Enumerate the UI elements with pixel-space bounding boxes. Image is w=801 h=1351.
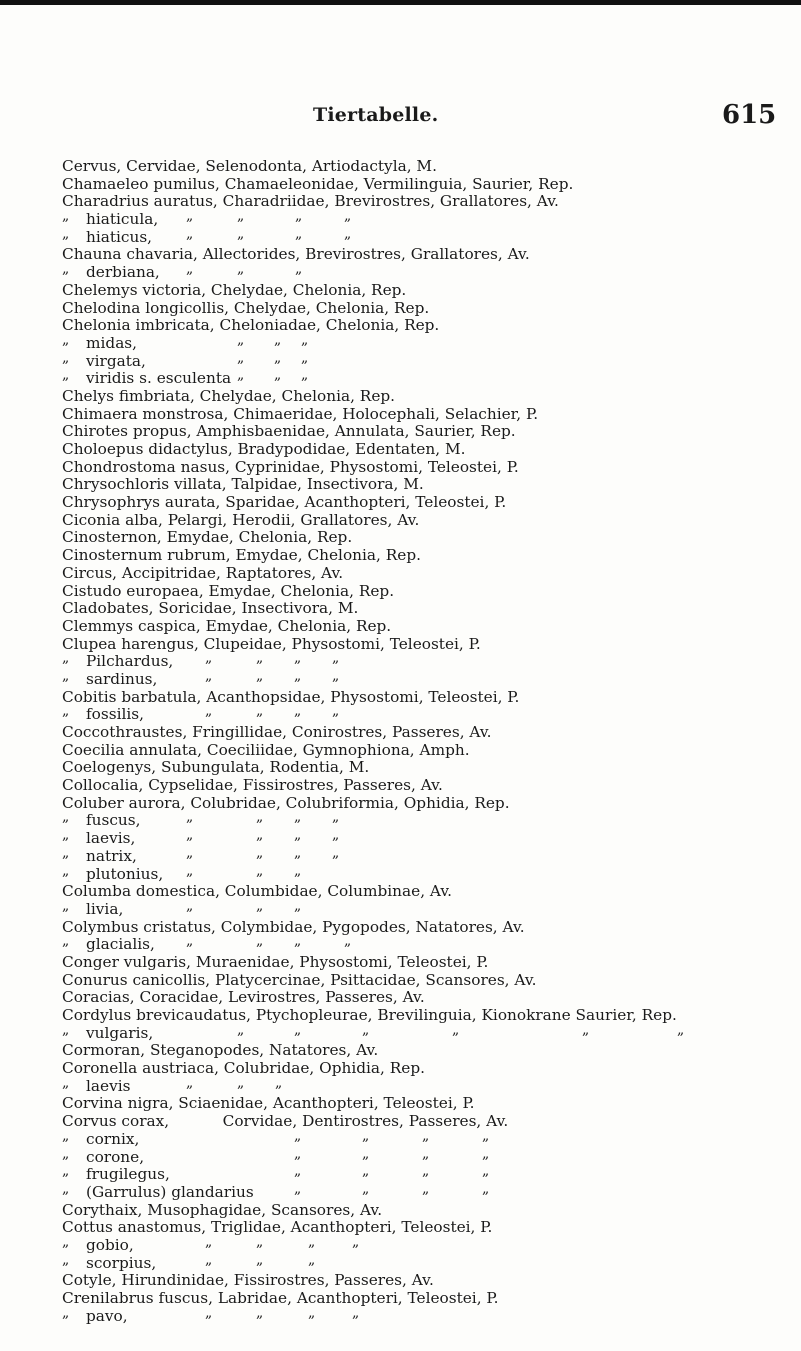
ditto-mark: „ — [482, 1145, 490, 1162]
entry-continuation-line — [62, 1021, 801, 1043]
ditto-mark: „ — [62, 862, 70, 879]
ditto-mark: „ — [294, 897, 302, 914]
ditto-mark: „ — [205, 1233, 213, 1250]
entry-text: Cobitis barbatula, Acanthopsidae, Physostomi, Teleostei, P. — [62, 687, 520, 706]
entry-continuation-line — [62, 1233, 801, 1255]
entry-line — [62, 1113, 801, 1131]
entry-text: cornix, — [86, 1129, 140, 1148]
entry-text: sardinus, — [86, 669, 158, 688]
ditto-mark: „ — [301, 349, 309, 366]
ditto-mark: „ — [422, 1145, 430, 1162]
entry-continuation-line — [62, 1074, 801, 1096]
ditto-mark: „ — [62, 1021, 70, 1038]
ditto-mark: „ — [62, 809, 70, 826]
entry-continuation-line — [62, 349, 801, 371]
ditto-mark: „ — [205, 650, 213, 667]
entry-text: Clemmys caspica, Emydae, Chelonia, Rep. — [62, 616, 392, 635]
entry-text: Cotyle, Hirundinidae, Fissirostres, Passeres, Av. — [62, 1271, 434, 1290]
entry-line — [62, 919, 801, 937]
ditto-mark: „ — [362, 1127, 370, 1144]
entry-line — [62, 618, 801, 636]
entry-text: gobio, — [86, 1235, 134, 1254]
ditto-mark: „ — [256, 650, 264, 667]
entry-text: Conger vulgaris, Muraenidae, Physostomi, Teleostei, P. — [62, 952, 489, 971]
entry-text: viridis s. esculenta — [86, 369, 232, 388]
ditto-mark: „ — [62, 703, 70, 720]
entry-line — [62, 795, 801, 813]
ditto-mark: „ — [274, 331, 282, 348]
ditto-mark: „ — [205, 1251, 213, 1268]
entry-text: Cistudo europaea, Emydae, Chelonia, Rep. — [62, 581, 395, 600]
entry-continuation-line — [62, 1251, 801, 1273]
ditto-mark: „ — [295, 225, 303, 242]
ditto-mark: „ — [332, 667, 340, 684]
ditto-mark: „ — [186, 225, 194, 242]
entry-line — [62, 476, 801, 494]
ditto-mark: „ — [256, 809, 264, 826]
entry-line — [62, 583, 801, 601]
entry-line — [62, 512, 801, 530]
entry-line — [62, 529, 801, 547]
ditto-mark: „ — [677, 1021, 685, 1038]
entry-line — [62, 565, 801, 583]
ditto-mark: „ — [332, 703, 340, 720]
entry-continuation-line — [62, 1304, 801, 1326]
ditto-mark: „ — [422, 1180, 430, 1197]
ditto-mark: „ — [294, 667, 302, 684]
entry-continuation-line — [62, 1180, 801, 1202]
ditto-mark: „ — [186, 862, 194, 879]
ditto-mark: „ — [362, 1021, 370, 1038]
entry-line — [62, 954, 801, 972]
entry-line — [62, 388, 801, 406]
ditto-mark: „ — [256, 844, 264, 861]
entry-text: glacialis, — [86, 935, 155, 954]
entry-line — [62, 1095, 801, 1113]
entry-continuation-line — [62, 367, 801, 388]
ditto-mark: „ — [237, 225, 245, 242]
ditto-mark: „ — [256, 897, 264, 914]
taxonomy-entry-list — [62, 158, 801, 1325]
entry-text: Coelogenys, Subungulata, Rodentia, M. — [62, 758, 370, 777]
ditto-mark: „ — [62, 827, 70, 844]
entry-text: Ciconia alba, Pelargi, Herodii, Grallatores, Av. — [62, 510, 420, 529]
entry-text: Coronella austriaca, Colubridae, Ophidia, Rep. — [62, 1059, 425, 1078]
entry-text: vulgaris, — [86, 1023, 154, 1042]
entry-line — [62, 1202, 801, 1220]
entry-text: virgata, — [86, 351, 146, 370]
ditto-mark: „ — [62, 1233, 70, 1250]
entry-line — [62, 1219, 801, 1237]
ditto-mark: „ — [274, 367, 282, 384]
entry-line — [62, 494, 801, 512]
ditto-mark: „ — [482, 1127, 490, 1144]
entry-text: Chauna chavaria, Allectorides, Brevirostres, Grallatores, Av. — [62, 245, 530, 264]
ditto-mark: „ — [274, 349, 282, 366]
ditto-mark: „ — [301, 367, 309, 384]
entry-line — [62, 724, 801, 742]
ditto-mark: „ — [62, 1180, 70, 1197]
entry-text: Conurus canicollis, Platycercinae, Psittacidae, Scansores, Av. — [62, 970, 537, 989]
entry-text: Cinosternum rubrum, Emydae, Chelonia, Rep. — [62, 546, 421, 565]
ditto-mark: „ — [344, 225, 352, 242]
ditto-mark: „ — [256, 1233, 264, 1250]
entry-line — [62, 759, 801, 777]
entry-text: Cervus, Cervidae, Selenodonta, Artiodactyla, M. — [62, 157, 437, 175]
ditto-mark: „ — [186, 844, 194, 861]
entry-continuation-line — [62, 933, 801, 954]
ditto-mark: „ — [186, 827, 194, 844]
ditto-mark: „ — [237, 1021, 245, 1038]
ditto-mark: „ — [62, 1127, 70, 1144]
ditto-mark: „ — [62, 367, 70, 384]
ditto-mark: „ — [186, 1074, 194, 1091]
entry-continuation-line — [62, 1163, 801, 1184]
ditto-mark: „ — [205, 667, 213, 684]
ditto-mark: „ — [294, 703, 302, 720]
ditto-mark: „ — [62, 208, 70, 225]
ditto-mark: „ — [294, 1163, 302, 1180]
entry-text: Chrysochloris villata, Talpidae, Insectivora, M. — [62, 475, 424, 494]
entry-line — [62, 282, 801, 300]
entry-text: Coracias, Coracidae, Levirostres, Passeres, Av. — [62, 988, 425, 1007]
ditto-mark: „ — [344, 208, 352, 225]
ditto-mark: „ — [237, 349, 245, 366]
ditto-mark: „ — [62, 1074, 70, 1091]
entry-text: laevis — [86, 1076, 131, 1095]
entry-continuation-line — [62, 809, 801, 830]
entry-line — [62, 423, 801, 441]
ditto-mark: „ — [205, 1304, 213, 1321]
entry-continuation-line — [62, 208, 801, 229]
ditto-mark: „ — [186, 933, 194, 950]
entry-continuation-line — [62, 844, 801, 866]
ditto-mark: „ — [294, 827, 302, 844]
entry-line — [62, 972, 801, 990]
entry-line — [62, 883, 801, 901]
ditto-mark: „ — [62, 1304, 70, 1321]
ditto-mark: „ — [344, 933, 352, 950]
entry-line — [62, 441, 801, 459]
entry-text: frugilegus, — [86, 1165, 170, 1184]
ditto-mark: „ — [62, 331, 70, 348]
ditto-mark: „ — [308, 1233, 316, 1250]
page-header — [0, 100, 801, 130]
entry-text: Cottus anastomus, Triglidae, Acanthopteri, Teleostei, P. — [62, 1218, 493, 1237]
ditto-mark: „ — [62, 897, 70, 914]
ditto-mark: „ — [422, 1127, 430, 1144]
ditto-mark: „ — [237, 261, 245, 278]
entry-text: Chondrostoma nasus, Cyprinidae, Physostomi, Teleostei, P. — [62, 457, 519, 476]
ditto-mark: „ — [294, 862, 302, 879]
entry-line — [62, 246, 801, 264]
entry-text: livia, — [86, 899, 124, 918]
entry-continuation-line — [62, 862, 801, 884]
entry-text: Columba domestica, Columbidae, Columbinae, Av. — [62, 882, 453, 901]
entry-line — [62, 1007, 801, 1025]
entry-continuation-line — [62, 225, 801, 247]
ditto-mark: „ — [62, 1163, 70, 1180]
entry-continuation-line — [62, 331, 801, 353]
ditto-mark: „ — [62, 844, 70, 861]
entry-continuation-line — [62, 667, 801, 689]
ditto-mark: „ — [362, 1163, 370, 1180]
entry-text: Cinosternon, Emydae, Chelonia, Rep. — [62, 528, 353, 547]
ditto-mark: „ — [237, 1074, 245, 1091]
ditto-mark: „ — [308, 1251, 316, 1268]
entry-text: laevis, — [86, 829, 136, 848]
entry-text: Clupea harengus, Clupeidae, Physostomi, Teleostei, P. — [62, 634, 481, 653]
entry-text: Chelonia imbricata, Cheloniadae, Chelonia, Rep. — [62, 316, 440, 335]
entry-text: (Garrulus) glandarius — [86, 1182, 254, 1201]
entry-text: Chimaera monstrosa, Chimaeridae, Holocephali, Selachier, P. — [62, 404, 539, 423]
entry-line — [62, 689, 801, 707]
ditto-mark: „ — [237, 367, 245, 384]
entry-text: Cladobates, Soricidae, Insectivora, M. — [62, 599, 359, 618]
running-title: Tiertabelle. — [313, 104, 439, 126]
entry-text: Cormoran, Steganopodes, Natatores, Av. — [62, 1041, 379, 1060]
ditto-mark: „ — [186, 208, 194, 225]
entry-line — [62, 300, 801, 318]
entry-text: Chamaeleo pumilus, Chamaeleonidae, Vermilinguia, Saurier, Rep. — [62, 174, 574, 193]
entry-text: Coecilia annulata, Coeciliidae, Gymnophiona, Amph. — [62, 740, 470, 759]
entry-text: Corythaix, Musophagidae, Scansores, Av. — [62, 1200, 383, 1219]
entry-line — [62, 1272, 801, 1290]
ditto-mark: „ — [308, 1304, 316, 1321]
ditto-mark: „ — [362, 1180, 370, 1197]
ditto-mark: „ — [62, 1251, 70, 1268]
entry-continuation-line — [62, 1127, 801, 1149]
ditto-mark: „ — [256, 862, 264, 879]
ditto-mark: „ — [275, 1074, 283, 1091]
entry-text: Corvina nigra, Sciaenidae, Acanthopteri, Teleostei, P. — [62, 1094, 475, 1113]
ditto-mark: „ — [294, 1127, 302, 1144]
entry-text: Pilchardus, — [86, 652, 174, 671]
entry-line — [62, 317, 801, 335]
ditto-mark: „ — [295, 261, 303, 278]
entry-text: Corvus corax, Corvidae, Dentirostres, Passeres, Av. — [62, 1112, 509, 1131]
ditto-mark: „ — [62, 650, 70, 667]
ditto-mark: „ — [482, 1163, 490, 1180]
ditto-mark: „ — [294, 1145, 302, 1162]
entry-text: midas, — [86, 333, 138, 352]
ditto-mark: „ — [62, 933, 70, 950]
ditto-mark: „ — [256, 1304, 264, 1321]
entry-continuation-line — [62, 261, 801, 282]
ditto-mark: „ — [452, 1021, 460, 1038]
entry-text: corone, — [86, 1147, 145, 1166]
ditto-mark: „ — [332, 844, 340, 861]
entry-text: Colymbus cristatus, Colymbidae, Pygopodes, Natatores, Av. — [62, 917, 525, 936]
entry-line — [62, 989, 801, 1007]
entry-text: Coluber aurora, Colubridae, Colubriformia, Ophidia, Rep. — [62, 793, 510, 812]
entry-text: Chelodina longicollis, Chelydae, Chelonia, Rep. — [62, 298, 430, 317]
ditto-mark: „ — [237, 331, 245, 348]
entry-text: scorpius, — [86, 1253, 157, 1272]
entry-line — [62, 158, 801, 176]
ditto-mark: „ — [352, 1304, 360, 1321]
entry-line — [62, 406, 801, 424]
top-page-edge — [0, 0, 801, 5]
entry-continuation-line — [62, 1145, 801, 1167]
ditto-mark: „ — [256, 667, 264, 684]
ditto-mark: „ — [332, 809, 340, 826]
ditto-mark: „ — [422, 1163, 430, 1180]
entry-text: hiaticus, — [86, 227, 153, 246]
ditto-mark: „ — [62, 261, 70, 278]
ditto-mark: „ — [295, 208, 303, 225]
entry-text: fossilis, — [86, 705, 144, 724]
entry-text: fuscus, — [86, 811, 141, 830]
ditto-mark: „ — [205, 703, 213, 720]
entry-text: Circus, Accipitridae, Raptatores, Av. — [62, 563, 344, 582]
entry-text: Chelemys victoria, Chelydae, Chelonia, Rep. — [62, 280, 407, 299]
ditto-mark: „ — [186, 809, 194, 826]
ditto-mark: „ — [332, 827, 340, 844]
ditto-mark: „ — [352, 1233, 360, 1250]
ditto-mark: „ — [62, 667, 70, 684]
ditto-mark: „ — [186, 897, 194, 914]
entry-line — [62, 742, 801, 760]
ditto-mark: „ — [256, 827, 264, 844]
entry-line — [62, 193, 801, 211]
entry-text: Crenilabrus fuscus, Labridae, Acanthopteri, Teleostei, P. — [62, 1289, 499, 1307]
ditto-mark: „ — [362, 1145, 370, 1162]
entry-continuation-line — [62, 703, 801, 724]
ditto-mark: „ — [482, 1180, 490, 1197]
ditto-mark: „ — [294, 809, 302, 826]
entry-text: Chrysophrys aurata, Sparidae, Acanthopteri, Teleostei, P. — [62, 493, 507, 512]
ditto-mark: „ — [62, 1145, 70, 1162]
entry-text: Collocalia, Cypselidae, Fissirostres, Passeres, Av. — [62, 776, 443, 795]
entry-line — [62, 777, 801, 795]
entry-line — [62, 176, 801, 194]
entry-line — [62, 1060, 801, 1078]
ditto-mark: „ — [294, 1180, 302, 1197]
entry-text: Chelys fimbriata, Chelydae, Chelonia, Rep. — [62, 386, 396, 405]
entry-text: pavo, — [86, 1306, 128, 1325]
ditto-mark: „ — [294, 844, 302, 861]
entry-line — [62, 1290, 801, 1308]
entry-line — [62, 459, 801, 477]
entry-continuation-line — [62, 650, 801, 671]
ditto-mark: „ — [237, 208, 245, 225]
entry-text: Charadrius auratus, Charadriidae, Brevirostres, Grallatores, Av. — [62, 192, 559, 211]
ditto-mark: „ — [62, 349, 70, 366]
entry-continuation-line — [62, 897, 801, 919]
ditto-mark: „ — [301, 331, 309, 348]
ditto-mark: „ — [294, 933, 302, 950]
ditto-mark: „ — [256, 933, 264, 950]
entry-text: natrix, — [86, 846, 137, 865]
entry-line — [62, 600, 801, 618]
entry-text: Choloepus didactylus, Bradypodidae, Edentaten, M. — [62, 440, 466, 458]
entry-continuation-line — [62, 827, 801, 848]
entry-line — [62, 547, 801, 565]
entry-line — [62, 1042, 801, 1060]
ditto-mark: „ — [332, 650, 340, 667]
ditto-mark: „ — [582, 1021, 590, 1038]
entry-text: derbiana, — [86, 263, 160, 282]
entry-text: plutonius, — [86, 864, 164, 883]
ditto-mark: „ — [294, 1021, 302, 1038]
entry-text: hiaticula, — [86, 210, 159, 229]
entry-text: Cordylus brevicaudatus, Ptychopleurae, Brevilinguia, Kionokrane Saurier, Rep. — [62, 1006, 677, 1024]
ditto-mark: „ — [186, 261, 194, 278]
entry-text: Coccothraustes, Fringillidae, Conirostres, Passeres, Av. — [62, 723, 492, 741]
page-number: 615 — [722, 100, 777, 130]
ditto-mark: „ — [62, 225, 70, 242]
ditto-mark: „ — [256, 703, 264, 720]
entry-line — [62, 636, 801, 654]
ditto-mark: „ — [294, 650, 302, 667]
entry-text: Chirotes propus, Amphisbaenidae, Annulata, Saurier, Rep. — [62, 422, 516, 441]
ditto-mark: „ — [256, 1251, 264, 1268]
